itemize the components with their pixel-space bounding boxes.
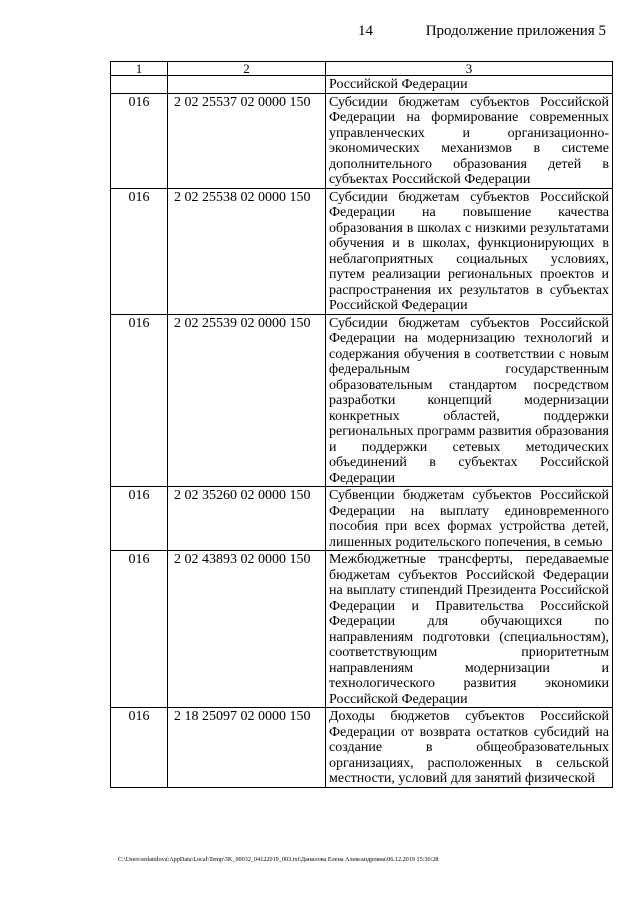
continuation-label: Продолжение приложения 5 <box>425 23 606 39</box>
budget-code-cell: 2 02 25538 02 0000 150 <box>168 188 326 314</box>
table-cell <box>111 76 168 94</box>
table-cell <box>168 76 326 94</box>
budget-code-cell: 2 02 25537 02 0000 150 <box>168 93 326 188</box>
budget-code-cell: 2 18 25097 02 0000 150 <box>168 708 326 788</box>
admin-code-cell: 016 <box>111 93 168 188</box>
table-row <box>111 93 613 188</box>
description-cell: Субсидии бюджетам субъектов Российской Федерации на повышение качества образования в школах с низкими результатами обучения и в школах, функционирующих в неблагоприятных социальных условиях, путем реализации региональных проектов и распространения их результатов в субъектах Российской Федерации <box>326 188 613 314</box>
table-row <box>111 314 613 487</box>
budget-code-cell: 2 02 43893 02 0000 150 <box>168 551 326 708</box>
column-number-1: 1 <box>111 62 168 76</box>
admin-code-cell: 016 <box>111 551 168 708</box>
table-row <box>111 188 613 314</box>
column-number-2: 2 <box>168 62 326 76</box>
budget-code-cell: 2 02 35260 02 0000 150 <box>168 487 326 551</box>
admin-code-cell: 016 <box>111 314 168 487</box>
carryover-text: Российской Федерации <box>326 76 613 94</box>
file-path-footer: C:\Users\erdanilova\AppData\Local\Temp\3K_00032_04122019_003.txt\Данилова Елена Александровна\06.12.2019 15:30:28 <box>118 856 439 863</box>
admin-code-cell: 016 <box>111 487 168 551</box>
description-cell: Субсидии бюджетам субъектов Российской Федерации на модернизацию технологий и содержания обучения в соответствии с новым федеральным государственным образовательным стандартом посредством разработки концепций модернизации конкретных областей, поддержки региональных программ развития образования и поддержки сетевых методических объединений в субъектах Российской Федерации <box>326 314 613 487</box>
revenue-table <box>110 61 613 788</box>
description-cell: Субсидии бюджетам субъектов Российской Федерации на формирование современных управленческих и организационно-экономических механизмов в системе дополнительного образования детей в субъектах Российской Федерации <box>326 93 613 188</box>
column-number-row <box>111 62 613 76</box>
description-cell: Межбюджетные трансферты, передаваемые бюджетам субъектов Российской Федерации на выплату стипендий Президента Российской Федерации и Правительства Российской Федерации для обучающихся по направлениям подготовки (специальностям), соответствующим приоритетным направлениям модернизации и технологического развития экономики Российской Федерации <box>326 551 613 708</box>
page-number: 14 <box>358 23 373 39</box>
table-row <box>111 551 613 708</box>
admin-code-cell: 016 <box>111 708 168 788</box>
description-cell: Субвенции бюджетам субъектов Российской Федерации на выплату единовременного пособия при всех формах устройства детей, лишенных родительского попечения, в семью <box>326 487 613 551</box>
column-number-3: 3 <box>326 62 613 76</box>
description-cell: Доходы бюджетов субъектов Российской Федерации от возврата остатков субсидий на создание в общеобразовательных организациях, расположенных в сельской местности, условий для занятий физической <box>326 708 613 788</box>
budget-code-cell: 2 02 25539 02 0000 150 <box>168 314 326 487</box>
carryover-row <box>111 76 613 94</box>
table-row <box>111 708 613 788</box>
admin-code-cell: 016 <box>111 188 168 314</box>
table-row <box>111 487 613 551</box>
